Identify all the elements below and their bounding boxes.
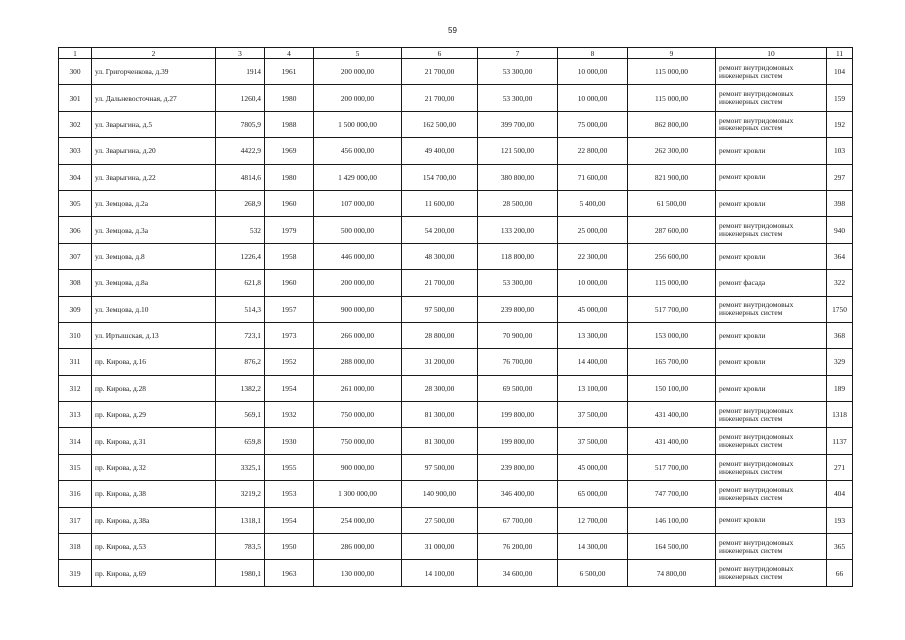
work-type-cell: ремонт внутридомовых инженерных систем [716,428,827,454]
region-share-cell: 28 500,00 [478,190,558,216]
fund-share-cell: 31 200,00 [402,349,478,375]
total-cost-cell: 1 500 000,00 [314,111,402,137]
owners-share-cell: 153 000,00 [628,322,716,348]
year-built-cell: 1960 [265,270,314,296]
table-row [59,375,853,401]
city-share-cell: 6 500,00 [558,560,628,586]
year-built-cell: 1958 [265,243,314,269]
year-built-cell: 1961 [265,59,314,85]
table-row [59,481,853,507]
work-type-cell: ремонт кровли [716,190,827,216]
area-cell: 4422,9 [216,138,265,164]
city-share-cell: 10 000,00 [558,59,628,85]
column-header-11: 11 [827,48,853,59]
city-share-cell: 13 300,00 [558,322,628,348]
address-cell: ул. Земцова, д.10 [92,296,216,322]
fund-share-cell: 162 500,00 [402,111,478,137]
residents-cell: 368 [827,322,853,348]
work-type-cell: ремонт кровли [716,507,827,533]
fund-share-cell: 11 600,00 [402,190,478,216]
owners-share-cell: 256 600,00 [628,243,716,269]
year-built-cell: 1957 [265,296,314,322]
year-built-cell: 1953 [265,481,314,507]
table-row [59,402,853,428]
row-number-cell: 305 [59,190,92,216]
total-cost-cell: 446 000,00 [314,243,402,269]
work-type-cell: ремонт внутридомовых инженерных систем [716,85,827,111]
address-cell: пр. Кирова, д.38а [92,507,216,533]
area-cell: 7805,9 [216,111,265,137]
fund-share-cell: 154 700,00 [402,164,478,190]
work-type-cell: ремонт внутридомовых инженерных систем [716,534,827,560]
fund-share-cell: 21 700,00 [402,85,478,111]
area-cell: 569,1 [216,402,265,428]
region-share-cell: 239 800,00 [478,296,558,322]
region-share-cell: 133 200,00 [478,217,558,243]
fund-share-cell: 28 800,00 [402,322,478,348]
fund-share-cell: 28 300,00 [402,375,478,401]
city-share-cell: 37 500,00 [558,402,628,428]
owners-share-cell: 61 500,00 [628,190,716,216]
table-row [59,111,853,137]
address-cell: пр. Кирова, д.28 [92,375,216,401]
row-number-cell: 312 [59,375,92,401]
year-built-cell: 1932 [265,402,314,428]
column-header-4: 4 [265,48,314,59]
address-cell: ул. Земцова, д.3а [92,217,216,243]
residents-cell: 364 [827,243,853,269]
fund-share-cell: 97 500,00 [402,454,478,480]
column-header-5: 5 [314,48,402,59]
address-cell: ул. Земцова, д.2а [92,190,216,216]
owners-share-cell: 862 800,00 [628,111,716,137]
work-type-cell: ремонт кровли [716,349,827,375]
region-share-cell: 199 800,00 [478,428,558,454]
table-row [59,507,853,533]
residents-cell: 193 [827,507,853,533]
region-share-cell: 34 600,00 [478,560,558,586]
work-type-cell: ремонт внутридомовых инженерных систем [716,59,827,85]
fund-share-cell: 140 900,00 [402,481,478,507]
area-cell: 3325,1 [216,454,265,480]
year-built-cell: 1980 [265,85,314,111]
work-type-cell: ремонт внутридомовых инженерных систем [716,402,827,428]
total-cost-cell: 286 000,00 [314,534,402,560]
table-row [59,85,853,111]
fund-share-cell: 97 500,00 [402,296,478,322]
owners-share-cell: 146 100,00 [628,507,716,533]
area-cell: 783,5 [216,534,265,560]
work-type-cell: ремонт внутридомовых инженерных систем [716,454,827,480]
residents-cell: 329 [827,349,853,375]
year-built-cell: 1930 [265,428,314,454]
work-type-cell: ремонт внутридомовых инженерных систем [716,111,827,137]
header-row [59,48,853,59]
owners-share-cell: 150 100,00 [628,375,716,401]
total-cost-cell: 107 000,00 [314,190,402,216]
address-cell: пр. Кирова, д.29 [92,402,216,428]
column-header-1: 1 [59,48,92,59]
residents-cell: 365 [827,534,853,560]
row-number-cell: 317 [59,507,92,533]
row-number-cell: 319 [59,560,92,586]
row-number-cell: 304 [59,164,92,190]
total-cost-cell: 130 000,00 [314,560,402,586]
region-share-cell: 76 200,00 [478,534,558,560]
address-cell: ул. Земцова, д.8 [92,243,216,269]
fund-share-cell: 81 300,00 [402,402,478,428]
total-cost-cell: 456 000,00 [314,138,402,164]
residents-cell: 1750 [827,296,853,322]
work-type-cell: ремонт кровли [716,375,827,401]
table-row [59,296,853,322]
page-number: 59 [448,26,457,35]
address-cell: пр. Кирова, д.31 [92,428,216,454]
repair-program-table [58,47,853,587]
table-row [59,428,853,454]
row-number-cell: 307 [59,243,92,269]
column-header-10: 10 [716,48,827,59]
year-built-cell: 1960 [265,190,314,216]
column-header-9: 9 [628,48,716,59]
residents-cell: 398 [827,190,853,216]
row-number-cell: 315 [59,454,92,480]
area-cell: 4814,6 [216,164,265,190]
fund-share-cell: 21 700,00 [402,59,478,85]
column-header-6: 6 [402,48,478,59]
residents-cell: 189 [827,375,853,401]
table-row [59,59,853,85]
region-share-cell: 76 700,00 [478,349,558,375]
table-row [59,322,853,348]
total-cost-cell: 200 000,00 [314,85,402,111]
row-number-cell: 309 [59,296,92,322]
work-type-cell: ремонт внутридомовых инженерных систем [716,481,827,507]
residents-cell: 322 [827,270,853,296]
area-cell: 3219,2 [216,481,265,507]
owners-share-cell: 165 700,00 [628,349,716,375]
fund-share-cell: 21 700,00 [402,270,478,296]
work-type-cell: ремонт внутридомовых инженерных систем [716,217,827,243]
residents-cell: 940 [827,217,853,243]
owners-share-cell: 517 700,00 [628,454,716,480]
row-number-cell: 311 [59,349,92,375]
total-cost-cell: 1 300 000,00 [314,481,402,507]
region-share-cell: 69 500,00 [478,375,558,401]
table-row [59,560,853,586]
region-share-cell: 67 700,00 [478,507,558,533]
city-share-cell: 25 000,00 [558,217,628,243]
address-cell: ул. Дальневосточная, д.27 [92,85,216,111]
fund-share-cell: 31 000,00 [402,534,478,560]
table-row [59,454,853,480]
total-cost-cell: 200 000,00 [314,59,402,85]
total-cost-cell: 254 000,00 [314,507,402,533]
city-share-cell: 10 000,00 [558,270,628,296]
work-type-cell: ремонт кровли [716,243,827,269]
row-number-cell: 303 [59,138,92,164]
area-cell: 1318,1 [216,507,265,533]
total-cost-cell: 266 000,00 [314,322,402,348]
region-share-cell: 380 800,00 [478,164,558,190]
year-built-cell: 1963 [265,560,314,586]
owners-share-cell: 431 400,00 [628,402,716,428]
year-built-cell: 1954 [265,507,314,533]
year-built-cell: 1952 [265,349,314,375]
row-number-cell: 301 [59,85,92,111]
fund-share-cell: 49 400,00 [402,138,478,164]
residents-cell: 103 [827,138,853,164]
area-cell: 1914 [216,59,265,85]
address-cell: ул. Зварыгина, д.22 [92,164,216,190]
region-share-cell: 118 800,00 [478,243,558,269]
city-share-cell: 14 300,00 [558,534,628,560]
row-number-cell: 314 [59,428,92,454]
city-share-cell: 37 500,00 [558,428,628,454]
total-cost-cell: 900 000,00 [314,454,402,480]
area-cell: 1980,1 [216,560,265,586]
region-share-cell: 53 300,00 [478,85,558,111]
region-share-cell: 346 400,00 [478,481,558,507]
residents-cell: 66 [827,560,853,586]
residents-cell: 1318 [827,402,853,428]
fund-share-cell: 54 200,00 [402,217,478,243]
year-built-cell: 1980 [265,164,314,190]
row-number-cell: 318 [59,534,92,560]
region-share-cell: 121 500,00 [478,138,558,164]
area-cell: 1260,4 [216,85,265,111]
total-cost-cell: 288 000,00 [314,349,402,375]
address-cell: пр. Кирова, д.53 [92,534,216,560]
city-share-cell: 71 600,00 [558,164,628,190]
column-header-3: 3 [216,48,265,59]
year-built-cell: 1979 [265,217,314,243]
table-body [59,59,853,587]
area-cell: 723,1 [216,322,265,348]
table-row [59,243,853,269]
address-cell: ул. Земцова, д.8а [92,270,216,296]
area-cell: 876,2 [216,349,265,375]
year-built-cell: 1969 [265,138,314,164]
fund-share-cell: 27 500,00 [402,507,478,533]
address-cell: ул. Зварыгина, д.5 [92,111,216,137]
table-row [59,349,853,375]
city-share-cell: 75 000,00 [558,111,628,137]
address-cell: ул. Зварыгина, д.20 [92,138,216,164]
column-header-8: 8 [558,48,628,59]
address-cell: пр. Кирова, д.38 [92,481,216,507]
residents-cell: 271 [827,454,853,480]
work-type-cell: ремонт фасада [716,270,827,296]
year-built-cell: 1950 [265,534,314,560]
owners-share-cell: 262 300,00 [628,138,716,164]
city-share-cell: 45 000,00 [558,454,628,480]
city-share-cell: 13 100,00 [558,375,628,401]
work-type-cell: ремонт кровли [716,322,827,348]
table-row [59,190,853,216]
owners-share-cell: 821 900,00 [628,164,716,190]
address-cell: ул. Григорченкова, д.39 [92,59,216,85]
total-cost-cell: 750 000,00 [314,402,402,428]
column-header-7: 7 [478,48,558,59]
area-cell: 659,8 [216,428,265,454]
city-share-cell: 65 000,00 [558,481,628,507]
owners-share-cell: 747 700,00 [628,481,716,507]
region-share-cell: 239 800,00 [478,454,558,480]
address-cell: ул. Иртышская, д.13 [92,322,216,348]
region-share-cell: 70 900,00 [478,322,558,348]
region-share-cell: 53 300,00 [478,59,558,85]
residents-cell: 297 [827,164,853,190]
total-cost-cell: 1 429 000,00 [314,164,402,190]
table-row [59,534,853,560]
area-cell: 532 [216,217,265,243]
row-number-cell: 316 [59,481,92,507]
city-share-cell: 22 300,00 [558,243,628,269]
total-cost-cell: 200 000,00 [314,270,402,296]
area-cell: 514,3 [216,296,265,322]
table-row [59,270,853,296]
city-share-cell: 12 700,00 [558,507,628,533]
work-type-cell: ремонт кровли [716,164,827,190]
year-built-cell: 1955 [265,454,314,480]
city-share-cell: 22 800,00 [558,138,628,164]
year-built-cell: 1988 [265,111,314,137]
total-cost-cell: 500 000,00 [314,217,402,243]
year-built-cell: 1973 [265,322,314,348]
owners-share-cell: 115 000,00 [628,270,716,296]
total-cost-cell: 750 000,00 [314,428,402,454]
owners-share-cell: 287 600,00 [628,217,716,243]
table-row [59,164,853,190]
address-cell: пр. Кирова, д.69 [92,560,216,586]
region-share-cell: 53 300,00 [478,270,558,296]
residents-cell: 404 [827,481,853,507]
address-cell: пр. Кирова, д.32 [92,454,216,480]
owners-share-cell: 517 700,00 [628,296,716,322]
table-row [59,217,853,243]
fund-share-cell: 48 300,00 [402,243,478,269]
residents-cell: 1137 [827,428,853,454]
row-number-cell: 308 [59,270,92,296]
row-number-cell: 310 [59,322,92,348]
row-number-cell: 306 [59,217,92,243]
column-header-2: 2 [92,48,216,59]
owners-share-cell: 431 400,00 [628,428,716,454]
total-cost-cell: 261 000,00 [314,375,402,401]
area-cell: 1226,4 [216,243,265,269]
area-cell: 621,8 [216,270,265,296]
residents-cell: 104 [827,59,853,85]
table-row [59,138,853,164]
region-share-cell: 199 800,00 [478,402,558,428]
owners-share-cell: 115 000,00 [628,85,716,111]
city-share-cell: 10 000,00 [558,85,628,111]
fund-share-cell: 81 300,00 [402,428,478,454]
area-cell: 268,9 [216,190,265,216]
work-type-cell: ремонт внутридомовых инженерных систем [716,296,827,322]
work-type-cell: ремонт внутридомовых инженерных систем [716,560,827,586]
owners-share-cell: 115 000,00 [628,59,716,85]
region-share-cell: 399 700,00 [478,111,558,137]
row-number-cell: 300 [59,59,92,85]
city-share-cell: 5 400,00 [558,190,628,216]
city-share-cell: 14 400,00 [558,349,628,375]
fund-share-cell: 14 100,00 [402,560,478,586]
owners-share-cell: 74 800,00 [628,560,716,586]
residents-cell: 192 [827,111,853,137]
row-number-cell: 302 [59,111,92,137]
table-header [59,48,853,59]
city-share-cell: 45 000,00 [558,296,628,322]
year-built-cell: 1954 [265,375,314,401]
address-cell: пр. Кирова, д.16 [92,349,216,375]
work-type-cell: ремонт кровли [716,138,827,164]
row-number-cell: 313 [59,402,92,428]
area-cell: 1382,2 [216,375,265,401]
residents-cell: 159 [827,85,853,111]
total-cost-cell: 900 000,00 [314,296,402,322]
owners-share-cell: 164 500,00 [628,534,716,560]
